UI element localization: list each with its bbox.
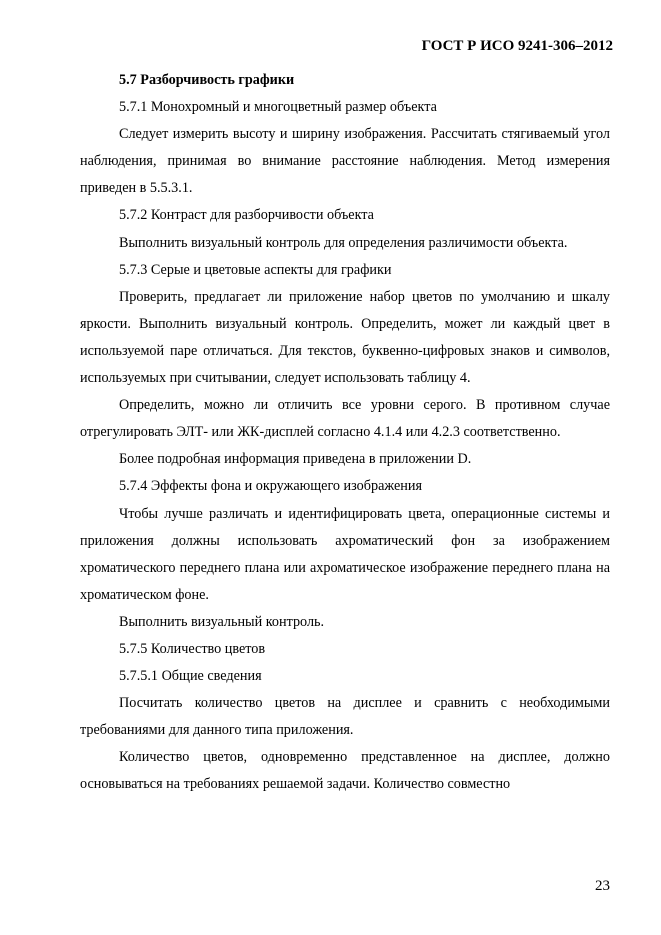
section-heading-5-7: 5.7 Разборчивость графики bbox=[119, 72, 295, 88]
paragraph-visual-control-contrast: Выполнить визуальный контроль для определения различимости объекта. bbox=[119, 234, 568, 251]
paragraph-colors-simultaneous: Количество цветов, одновременно представленное на дисплее, должно основываться на требованиях решаемой задачи. Количество совместно bbox=[80, 749, 610, 793]
subsection-heading-5-7-2: 5.7.2 Контраст для разборчивости объекта bbox=[119, 207, 374, 224]
paragraph-background-effects: Чтобы лучше различать и идентифицировать цвета, операционные системы и приложения должны использовать ахроматический фон за изображением хроматического переднего плана или ахроматическое изображение переднего плана на хроматическом фоне. bbox=[80, 505, 610, 603]
paragraph-check-color-set: Проверить, предлагает ли приложение набор цветов по умолчанию и шкалу яркости. Выполнить визуальный контроль. Определить, может ли каждый цвет в используемой паре отличаться. Для текстов, буквенно-цифровых знаков и символов, используемых при считывании, следует использовать таблицу 4. bbox=[80, 288, 610, 387]
subsection-heading-5-7-3: 5.7.3 Серые и цветовые аспекты для графики bbox=[119, 261, 392, 278]
page-number: 23 bbox=[595, 878, 610, 894]
paragraph-appendix-reference: Более подробная информация приведена в приложении D. bbox=[119, 451, 472, 468]
paragraph-measure-size: Следует измерить высоту и ширину изображения. Рассчитать стягиваемый угол наблюдения, принимая во внимание расстояние наблюдения. Метод измерения приведен в 5.5.3.1. bbox=[80, 126, 610, 197]
paragraph-gray-levels: Определить, можно ли отличить все уровни серого. В противном случае отрегулировать ЭЛТ- или ЖК-дисплей согласно 4.1.4 или 4.2.3 соответственно. bbox=[80, 397, 610, 441]
paragraph-visual-control: Выполнить визуальный контроль. bbox=[119, 613, 325, 630]
standard-header: ГОСТ Р ИСО 9241-306–2012 bbox=[421, 38, 613, 54]
subsection-heading-5-7-5: 5.7.5 Количество цветов bbox=[119, 640, 266, 657]
subsection-heading-5-7-5-1: 5.7.5.1 Общие сведения bbox=[119, 668, 262, 685]
subsection-heading-5-7-1: 5.7.1 Монохромный и многоцветный размер объекта bbox=[119, 99, 437, 116]
page-content bbox=[80, 67, 610, 799]
subsection-heading-5-7-4: 5.7.4 Эффекты фона и окружающего изображения bbox=[119, 478, 423, 495]
paragraph-count-colors: Посчитать количество цветов на дисплее и сравнить с необходимыми требованиями для данного типа приложения. bbox=[80, 695, 610, 739]
